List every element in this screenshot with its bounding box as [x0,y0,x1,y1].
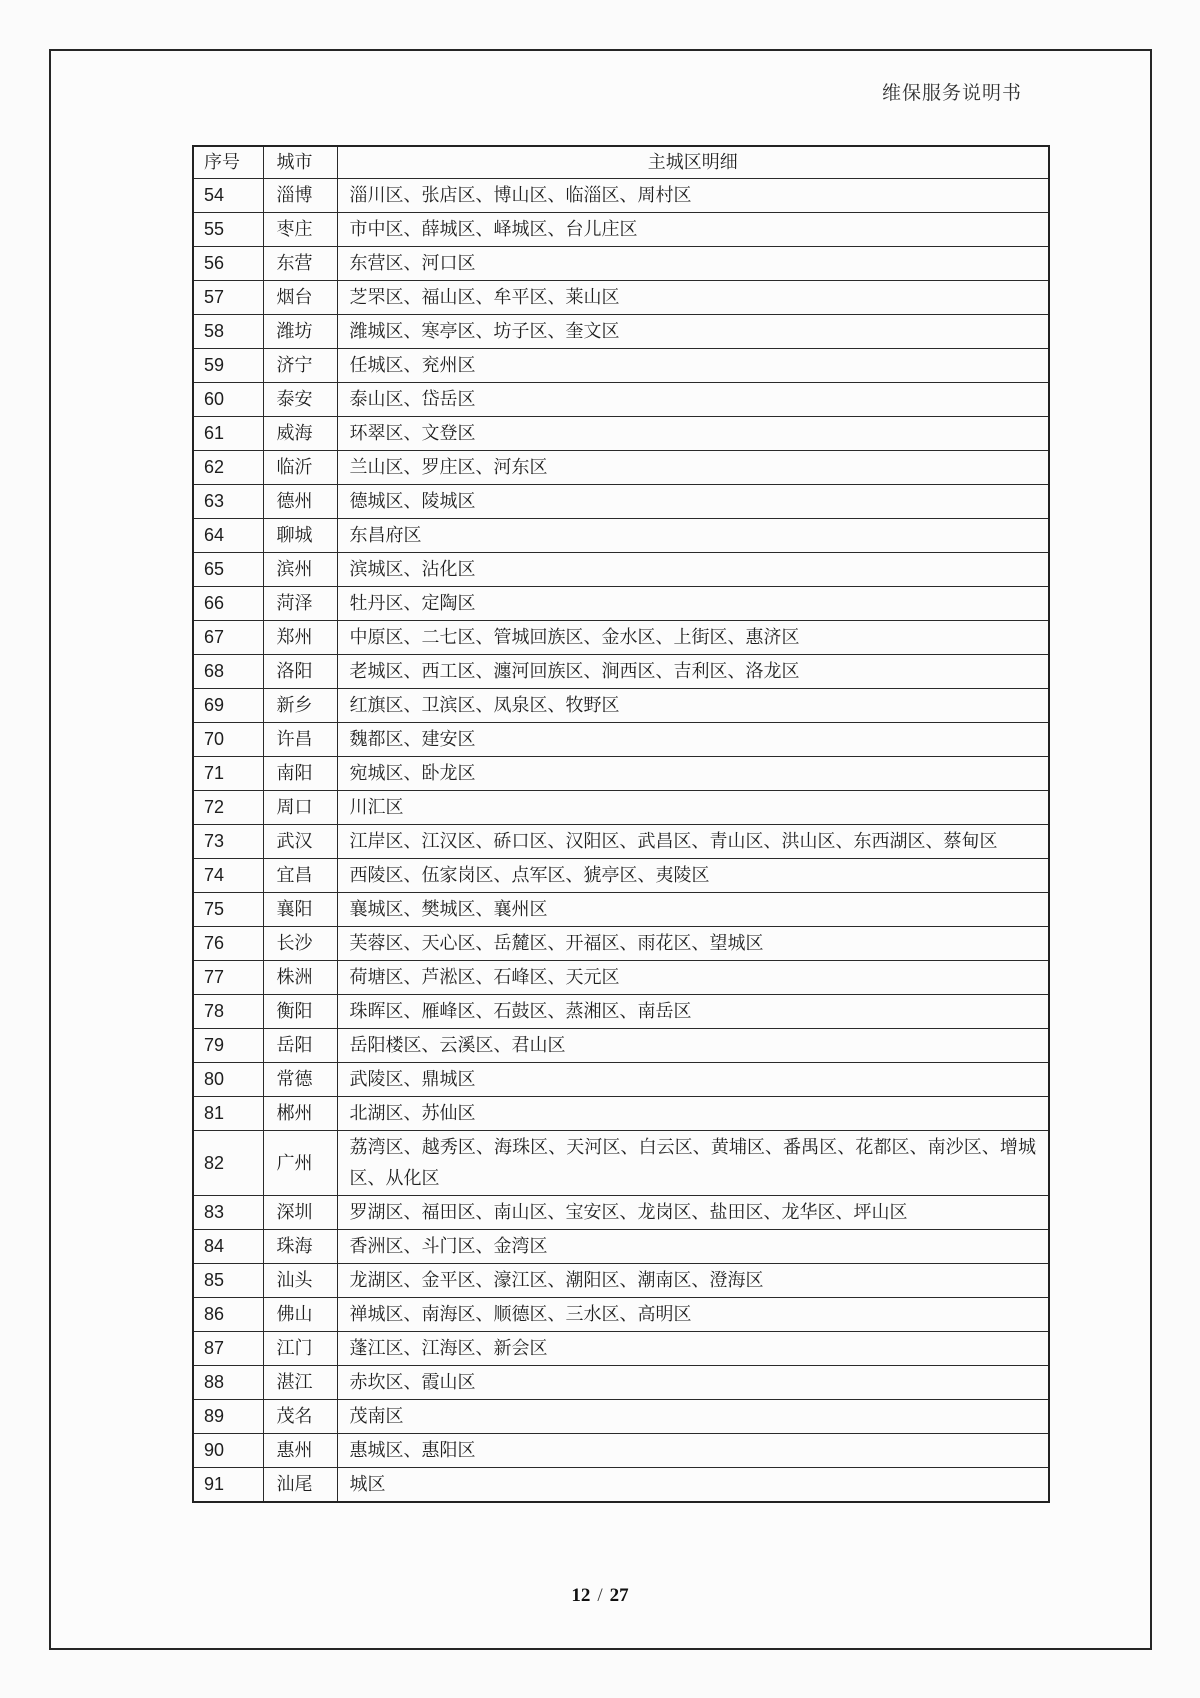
row-number-cell: 66 [193,587,263,621]
table-row [193,825,1049,859]
city-cell: 菏泽 [263,587,337,621]
table-row [193,1366,1049,1400]
city-cell: 襄阳 [263,893,337,927]
city-cell: 衡阳 [263,995,337,1029]
city-cell: 宜昌 [263,859,337,893]
row-number-cell: 77 [193,961,263,995]
city-cell: 许昌 [263,723,337,757]
row-number-cell: 59 [193,349,263,383]
city-cell: 株洲 [263,961,337,995]
city-cell: 东营 [263,247,337,281]
page-number-separator: / [597,1585,603,1606]
row-number-cell: 65 [193,553,263,587]
table-row [193,553,1049,587]
city-cell: 济宁 [263,349,337,383]
city-cell: 武汉 [263,825,337,859]
row-number-cell: 88 [193,1366,263,1400]
city-cell: 威海 [263,417,337,451]
table-row [193,519,1049,553]
districts-cell: 香洲区、斗门区、金湾区 [337,1230,1049,1264]
districts-cell: 魏都区、建安区 [337,723,1049,757]
row-number-cell: 63 [193,485,263,519]
row-number-cell: 64 [193,519,263,553]
table-row [193,315,1049,349]
districts-cell: 龙湖区、金平区、濠江区、潮阳区、潮南区、澄海区 [337,1264,1049,1298]
row-number-cell: 78 [193,995,263,1029]
districts-cell: 蓬江区、江海区、新会区 [337,1332,1049,1366]
table-row [193,1400,1049,1434]
districts-cell: 德城区、陵城区 [337,485,1049,519]
city-cell: 周口 [263,791,337,825]
districts-cell: 老城区、西工区、瀍河回族区、涧西区、吉利区、洛龙区 [337,655,1049,689]
districts-cell: 江岸区、江汉区、硚口区、汉阳区、武昌区、青山区、洪山区、东西湖区、蔡甸区 [337,825,1049,859]
column-header-districts: 主城区明细 [337,146,1049,179]
row-number-cell: 58 [193,315,263,349]
city-cell: 郴州 [263,1097,337,1131]
districts-cell: 红旗区、卫滨区、凤泉区、牧野区 [337,689,1049,723]
table-row [193,1332,1049,1366]
row-number-cell: 84 [193,1230,263,1264]
row-number-cell: 71 [193,757,263,791]
city-cell: 洛阳 [263,655,337,689]
row-number-cell: 79 [193,1029,263,1063]
city-cell: 潍坊 [263,315,337,349]
row-number-cell: 83 [193,1196,263,1230]
table-row [193,893,1049,927]
row-number-cell: 74 [193,859,263,893]
districts-cell: 北湖区、苏仙区 [337,1097,1049,1131]
table-row [193,621,1049,655]
districts-cell: 淄川区、张店区、博山区、临淄区、周村区 [337,179,1049,213]
districts-cell: 襄城区、樊城区、襄州区 [337,893,1049,927]
city-cell: 汕尾 [263,1468,337,1503]
row-number-cell: 85 [193,1264,263,1298]
table-row [193,179,1049,213]
table-row [193,1264,1049,1298]
table-body [193,179,1049,1503]
table-row [193,1434,1049,1468]
districts-cell: 川汇区 [337,791,1049,825]
districts-cell: 滨城区、沾化区 [337,553,1049,587]
districts-cell: 城区 [337,1468,1049,1503]
table-row [193,1131,1049,1196]
districts-cell: 兰山区、罗庄区、河东区 [337,451,1049,485]
city-cell: 临沂 [263,451,337,485]
city-cell: 岳阳 [263,1029,337,1063]
districts-cell: 珠晖区、雁峰区、石鼓区、蒸湘区、南岳区 [337,995,1049,1029]
districts-cell: 芝罘区、福山区、牟平区、莱山区 [337,281,1049,315]
districts-cell: 环翠区、文登区 [337,417,1049,451]
districts-cell: 东营区、河口区 [337,247,1049,281]
row-number-cell: 87 [193,1332,263,1366]
city-cell: 江门 [263,1332,337,1366]
city-cell: 南阳 [263,757,337,791]
document-header-title: 维保服务说明书 [881,83,1022,104]
table-row [193,689,1049,723]
table-row [193,961,1049,995]
districts-cell: 宛城区、卧龙区 [337,757,1049,791]
districts-table [192,145,1050,1503]
row-number-cell: 86 [193,1298,263,1332]
table-row [193,1230,1049,1264]
table-row [193,757,1049,791]
city-cell: 长沙 [263,927,337,961]
districts-cell: 岳阳楼区、云溪区、君山区 [337,1029,1049,1063]
row-number-cell: 75 [193,893,263,927]
page-footer [0,1585,1200,1607]
city-cell: 淄博 [263,179,337,213]
row-number-cell: 68 [193,655,263,689]
column-header-number: 序号 [193,146,263,179]
city-cell: 烟台 [263,281,337,315]
city-cell: 聊城 [263,519,337,553]
row-number-cell: 57 [193,281,263,315]
city-cell: 广州 [263,1131,337,1196]
city-cell: 枣庄 [263,213,337,247]
table-row [193,1063,1049,1097]
table-header-row [193,146,1049,179]
table-row [193,213,1049,247]
row-number-cell: 69 [193,689,263,723]
row-number-cell: 76 [193,927,263,961]
row-number-cell: 60 [193,383,263,417]
table-row [193,859,1049,893]
districts-cell: 牡丹区、定陶区 [337,587,1049,621]
page-number-total: 27 [609,1585,629,1606]
table-row [193,1196,1049,1230]
table-row [193,349,1049,383]
table-row [193,723,1049,757]
table-row [193,1298,1049,1332]
districts-cell: 惠城区、惠阳区 [337,1434,1049,1468]
table-row [193,485,1049,519]
city-cell: 佛山 [263,1298,337,1332]
districts-cell: 任城区、兖州区 [337,349,1049,383]
city-cell: 郑州 [263,621,337,655]
districts-cell: 芙蓉区、天心区、岳麓区、开福区、雨花区、望城区 [337,927,1049,961]
city-cell: 深圳 [263,1196,337,1230]
row-number-cell: 55 [193,213,263,247]
table-row [193,791,1049,825]
city-cell: 湛江 [263,1366,337,1400]
row-number-cell: 54 [193,179,263,213]
column-header-city: 城市 [263,146,337,179]
table-row [193,655,1049,689]
city-cell: 常德 [263,1063,337,1097]
city-cell: 滨州 [263,553,337,587]
row-number-cell: 81 [193,1097,263,1131]
districts-cell: 赤坎区、霞山区 [337,1366,1049,1400]
row-number-cell: 91 [193,1468,263,1503]
city-cell: 珠海 [263,1230,337,1264]
table-row [193,281,1049,315]
districts-cell: 西陵区、伍家岗区、点军区、猇亭区、夷陵区 [337,859,1049,893]
row-number-cell: 70 [193,723,263,757]
page-number-current: 12 [571,1585,591,1606]
districts-cell: 荔湾区、越秀区、海珠区、天河区、白云区、黄埔区、番禺区、花都区、南沙区、增城区、从化区 [337,1131,1049,1196]
table-row [193,383,1049,417]
row-number-cell: 61 [193,417,263,451]
districts-cell: 罗湖区、福田区、南山区、宝安区、龙岗区、盐田区、龙华区、坪山区 [337,1196,1049,1230]
row-number-cell: 80 [193,1063,263,1097]
table-row [193,995,1049,1029]
table-row [193,451,1049,485]
row-number-cell: 89 [193,1400,263,1434]
table-row [193,417,1049,451]
table-row [193,927,1049,961]
districts-cell: 潍城区、寒亭区、坊子区、奎文区 [337,315,1049,349]
row-number-cell: 72 [193,791,263,825]
table-row [193,1029,1049,1063]
row-number-cell: 62 [193,451,263,485]
city-cell: 德州 [263,485,337,519]
districts-cell: 市中区、薛城区、峄城区、台儿庄区 [337,213,1049,247]
districts-cell: 茂南区 [337,1400,1049,1434]
districts-cell: 泰山区、岱岳区 [337,383,1049,417]
districts-cell: 中原区、二七区、管城回族区、金水区、上街区、惠济区 [337,621,1049,655]
city-cell: 惠州 [263,1434,337,1468]
row-number-cell: 67 [193,621,263,655]
districts-cell: 禅城区、南海区、顺德区、三水区、高明区 [337,1298,1049,1332]
city-cell: 汕头 [263,1264,337,1298]
table-row [193,247,1049,281]
city-cell: 新乡 [263,689,337,723]
districts-cell: 东昌府区 [337,519,1049,553]
districts-cell: 荷塘区、芦淞区、石峰区、天元区 [337,961,1049,995]
table-row [193,587,1049,621]
row-number-cell: 82 [193,1131,263,1196]
row-number-cell: 90 [193,1434,263,1468]
table-row [193,1468,1049,1503]
city-cell: 茂名 [263,1400,337,1434]
table-row [193,1097,1049,1131]
districts-cell: 武陵区、鼎城区 [337,1063,1049,1097]
row-number-cell: 73 [193,825,263,859]
row-number-cell: 56 [193,247,263,281]
city-cell: 泰安 [263,383,337,417]
